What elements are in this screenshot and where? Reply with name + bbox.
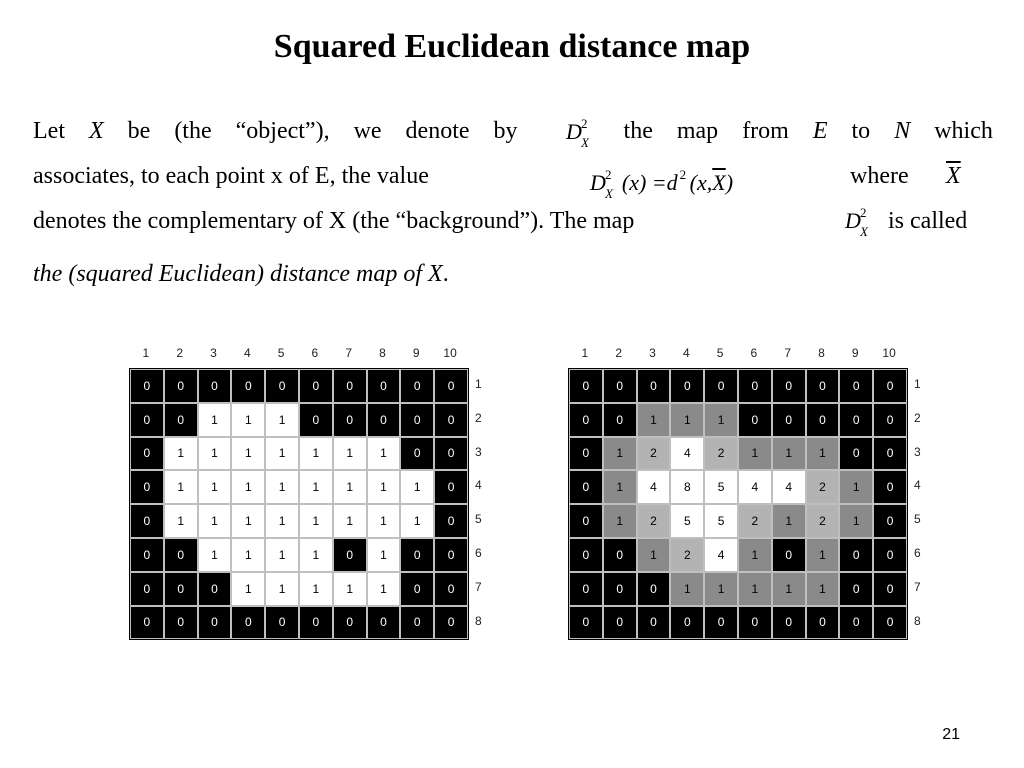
grid-cell: 0 <box>603 538 637 572</box>
math-x-bar: $\overline{X}$ <box>946 163 961 189</box>
grid-cell: 1 <box>704 572 738 606</box>
grid-cell: 4 <box>637 470 671 504</box>
grid-cell: 0 <box>839 538 873 572</box>
row-header: 2 <box>913 410 921 425</box>
grid-cell: 0 <box>434 572 468 606</box>
grid-cell: 0 <box>130 470 164 504</box>
grid-cell: 1 <box>265 403 299 437</box>
row-header: 4 <box>474 478 482 493</box>
column-header: 8 <box>818 346 825 360</box>
row-header: 7 <box>474 579 482 594</box>
word-N: N <box>894 118 911 144</box>
grid-cell: 0 <box>130 538 164 572</box>
column-header: 10 <box>882 346 896 360</box>
column-header: 3 <box>210 346 217 360</box>
grid-cell: 1 <box>231 538 265 572</box>
grid-cell: 0 <box>299 369 333 403</box>
grid-cell: 0 <box>603 369 637 403</box>
grid-cell: 1 <box>806 437 840 471</box>
grid-cell: 0 <box>434 403 468 437</box>
grid-cell: 1 <box>164 470 198 504</box>
grid-cell: 0 <box>299 403 333 437</box>
grid-cell: 0 <box>637 572 671 606</box>
row-headers <box>475 368 482 640</box>
grid-cell: 1 <box>265 572 299 606</box>
grid-cell: 2 <box>637 504 671 538</box>
grid-cell: 1 <box>603 470 637 504</box>
grid-cell: 0 <box>569 403 603 437</box>
column-header: 4 <box>243 346 251 360</box>
definition-phrase: the (squared Euclidean) distance map of X <box>33 261 443 287</box>
row-header: 1 <box>913 377 921 391</box>
grid-cell: 1 <box>772 504 806 538</box>
grid-cell: 0 <box>772 403 806 437</box>
word: map <box>676 118 719 144</box>
paragraph-line-4 <box>33 258 449 290</box>
grid-cell: 0 <box>569 572 603 606</box>
grid-cell: 0 <box>806 606 840 640</box>
column-header: 4 <box>682 346 690 360</box>
grid-cell: 1 <box>367 437 401 471</box>
grid-cell: 2 <box>738 504 772 538</box>
grid-cell: 5 <box>704 504 738 538</box>
grid-cell: 0 <box>772 369 806 403</box>
grid-cell: 1 <box>806 572 840 606</box>
grid-cell: 1 <box>231 504 265 538</box>
row-header: 7 <box>913 579 921 594</box>
word: Let <box>33 118 65 144</box>
grid-cell: 0 <box>873 437 907 471</box>
grid-cell: 0 <box>637 606 671 640</box>
grid-cell: 0 <box>873 369 907 403</box>
binary-image-grid <box>129 340 482 640</box>
grid-cell: 0 <box>603 403 637 437</box>
grid-cell: 1 <box>198 437 232 471</box>
grid-cell: 4 <box>670 437 704 471</box>
grid-cell: 0 <box>265 369 299 403</box>
grid-cell: 0 <box>434 504 468 538</box>
grid-cell: 8 <box>670 470 704 504</box>
grid-cell: 1 <box>164 437 198 471</box>
grid-cell: 1 <box>603 504 637 538</box>
row-header: 6 <box>913 545 921 560</box>
grid-cell: 0 <box>400 606 434 640</box>
grid-cell: 0 <box>434 437 468 471</box>
grid-cell: 1 <box>806 538 840 572</box>
grid-cell: 0 <box>670 606 704 640</box>
column-header: 6 <box>750 346 758 360</box>
grid-cell: 2 <box>637 437 671 471</box>
grid-cell: 0 <box>839 606 873 640</box>
grid-cell: 1 <box>198 538 232 572</box>
column-header: 1 <box>142 346 150 360</box>
grid-cell: 1 <box>400 470 434 504</box>
grid-cell: 0 <box>434 369 468 403</box>
grid-cell: 2 <box>670 538 704 572</box>
grid-cell: 0 <box>333 403 367 437</box>
word: we <box>353 118 382 144</box>
grid-cell: 1 <box>231 403 265 437</box>
column-header: 7 <box>345 346 353 360</box>
paragraph-line-3: denotes the complementary of X (the “background”). The map <box>33 208 635 234</box>
grid-cell: 0 <box>839 572 873 606</box>
grid-cell: 0 <box>367 403 401 437</box>
column-header: 3 <box>649 346 656 360</box>
grid-cell: 0 <box>434 538 468 572</box>
grid-cell: 0 <box>873 504 907 538</box>
math-dx2-line3: D 2 X <box>845 205 868 239</box>
grid-cell: 0 <box>231 369 265 403</box>
grid-cell: 0 <box>738 403 772 437</box>
row-header: 2 <box>474 410 482 425</box>
grid-cell: 0 <box>839 437 873 471</box>
word: which <box>934 118 993 144</box>
grid-cell: 0 <box>839 369 873 403</box>
distance-grid-cells <box>568 368 908 640</box>
grid-cell: 0 <box>231 606 265 640</box>
math-equation: D 2 X (x) =d 2 $(x,\overline{X})$ <box>590 167 734 201</box>
grid-cell: 0 <box>198 606 232 640</box>
grid-cell: 0 <box>873 572 907 606</box>
grid-cell: 0 <box>806 369 840 403</box>
grid-cell: 0 <box>164 538 198 572</box>
grid-cell: 0 <box>164 606 198 640</box>
column-header: 9 <box>851 346 859 360</box>
row-header: 6 <box>474 545 482 560</box>
row-header: 3 <box>474 444 482 459</box>
grid-cell: 1 <box>198 504 232 538</box>
grid-cell: 0 <box>198 572 232 606</box>
grid-cell: 0 <box>333 538 367 572</box>
grid-cell: 1 <box>265 470 299 504</box>
word-where: where <box>850 163 909 189</box>
word: by <box>493 118 518 144</box>
word-X: X <box>88 118 104 144</box>
grid-cell: 0 <box>130 437 164 471</box>
grid-cell: 0 <box>873 606 907 640</box>
grid-cell: 1 <box>299 437 333 471</box>
grid-cell: 4 <box>738 470 772 504</box>
grid-cell: 1 <box>603 437 637 471</box>
row-header: 5 <box>474 512 482 527</box>
grid-cell: 0 <box>873 538 907 572</box>
grid-cell: 0 <box>873 470 907 504</box>
grid-cell: 0 <box>603 606 637 640</box>
grid-cell: 0 <box>569 369 603 403</box>
row-header: 4 <box>913 478 921 493</box>
grid-cell: 1 <box>265 504 299 538</box>
grid-cell: 0 <box>434 606 468 640</box>
word: to <box>851 118 871 144</box>
grid-cell: 0 <box>569 606 603 640</box>
math-dx2-line1: D 2 X <box>566 116 589 150</box>
grid-cell: 0 <box>704 606 738 640</box>
grid-cell: 4 <box>772 470 806 504</box>
grid-cell: 0 <box>400 369 434 403</box>
period: . <box>442 261 449 287</box>
grid-cell: 0 <box>130 403 164 437</box>
word-E: E <box>812 118 828 144</box>
word: the <box>623 118 653 144</box>
grid-cell: 0 <box>670 369 704 403</box>
grid-cell: 1 <box>265 437 299 471</box>
grid-cell: 5 <box>670 504 704 538</box>
row-header: 8 <box>913 613 921 628</box>
grid-cell: 0 <box>130 369 164 403</box>
row-header: 3 <box>913 444 921 459</box>
word: denote <box>405 118 470 144</box>
grid-cell: 1 <box>839 504 873 538</box>
grid-cell: 0 <box>400 538 434 572</box>
grid-cell: 0 <box>873 403 907 437</box>
column-header: 1 <box>581 346 589 360</box>
grid-cell: 0 <box>198 369 232 403</box>
grid-cell: 0 <box>130 504 164 538</box>
grid-cell: 0 <box>738 369 772 403</box>
column-header: 8 <box>379 346 386 360</box>
grid-cell: 0 <box>569 538 603 572</box>
word: (the <box>174 118 212 144</box>
grid-cell: 1 <box>839 470 873 504</box>
distance-map-grid <box>568 340 921 640</box>
grid-cell: 1 <box>198 470 232 504</box>
grid-cell: 1 <box>670 572 704 606</box>
grid-cell: 0 <box>299 606 333 640</box>
row-header: 8 <box>474 613 482 628</box>
column-header: 7 <box>784 346 792 360</box>
grid-cell: 0 <box>265 606 299 640</box>
grid-cell: 1 <box>738 538 772 572</box>
grid-cell: 2 <box>806 504 840 538</box>
word: “object”), <box>235 118 330 144</box>
grid-cell: 0 <box>367 369 401 403</box>
grid-cell: 1 <box>367 572 401 606</box>
grid-cell: 1 <box>198 403 232 437</box>
row-header: 1 <box>474 377 482 391</box>
paragraph-line-1 <box>33 115 993 150</box>
column-headers <box>568 340 921 366</box>
grid-cell: 1 <box>367 504 401 538</box>
grid-cell: 2 <box>704 437 738 471</box>
grid-cell: 1 <box>231 437 265 471</box>
grid-cell: 0 <box>839 403 873 437</box>
grid-cell: 1 <box>333 504 367 538</box>
grid-cell: 0 <box>434 470 468 504</box>
grid-cell: 1 <box>367 538 401 572</box>
grid-cell: 0 <box>603 572 637 606</box>
grid-cell: 0 <box>333 606 367 640</box>
grid-cell: 1 <box>265 538 299 572</box>
page-number: 21 <box>942 726 960 743</box>
grid-cell: 0 <box>333 369 367 403</box>
column-header: 5 <box>716 346 724 360</box>
grid-cell: 1 <box>231 572 265 606</box>
grid-cell: 0 <box>569 437 603 471</box>
column-header: 9 <box>412 346 420 360</box>
grid-cell: 1 <box>299 572 333 606</box>
grid-cell: 5 <box>704 470 738 504</box>
grid-cell: 1 <box>164 504 198 538</box>
grid-cell: 1 <box>772 572 806 606</box>
word-is-called: is called <box>888 208 968 234</box>
slide-title: Squared Euclidean distance map <box>273 28 751 65</box>
grid-cell: 1 <box>231 470 265 504</box>
paragraph-line-2: associates, to each point x of E, the value <box>33 163 429 189</box>
grid-cell: 0 <box>806 403 840 437</box>
word: from <box>742 118 789 144</box>
grid-cell: 1 <box>637 538 671 572</box>
grid-cell: 0 <box>367 606 401 640</box>
grid-cell: 0 <box>164 403 198 437</box>
grid-cell: 1 <box>637 403 671 437</box>
grid-cell: 0 <box>130 606 164 640</box>
grid-cell: 0 <box>569 504 603 538</box>
grid-cell: 1 <box>704 403 738 437</box>
column-headers <box>129 340 482 366</box>
column-header: 2 <box>615 346 623 360</box>
column-header: 10 <box>443 346 457 360</box>
grid-cell: 0 <box>738 606 772 640</box>
grid-cell: 0 <box>400 403 434 437</box>
row-header: 5 <box>913 512 921 527</box>
grid-cell: 1 <box>299 504 333 538</box>
grid-cell: 4 <box>704 538 738 572</box>
grid-cell: 2 <box>806 470 840 504</box>
column-header: 5 <box>277 346 285 360</box>
grid-cell: 1 <box>670 403 704 437</box>
grid-cell: 0 <box>569 470 603 504</box>
word: be <box>127 118 151 144</box>
grid-cell: 1 <box>738 437 772 471</box>
grid-cell: 1 <box>738 572 772 606</box>
column-header: 2 <box>176 346 184 360</box>
grid-cell: 0 <box>400 437 434 471</box>
grid-cell: 0 <box>704 369 738 403</box>
grid-cell: 0 <box>164 572 198 606</box>
grid-cell: 0 <box>164 369 198 403</box>
grid-cell: 1 <box>400 504 434 538</box>
grid-cell: 0 <box>400 572 434 606</box>
grid-cell: 0 <box>772 538 806 572</box>
grid-cell: 1 <box>333 470 367 504</box>
row-headers <box>914 368 921 640</box>
grid-cell: 1 <box>333 437 367 471</box>
column-header: 6 <box>311 346 319 360</box>
grid-cell: 1 <box>299 538 333 572</box>
binary-grid-cells <box>129 368 469 640</box>
grid-cell: 0 <box>130 572 164 606</box>
grid-cell: 0 <box>772 606 806 640</box>
grid-cell: 0 <box>637 369 671 403</box>
grid-cell: 1 <box>367 470 401 504</box>
grid-cell: 1 <box>299 470 333 504</box>
grid-cell: 1 <box>772 437 806 471</box>
grid-cell: 1 <box>333 572 367 606</box>
